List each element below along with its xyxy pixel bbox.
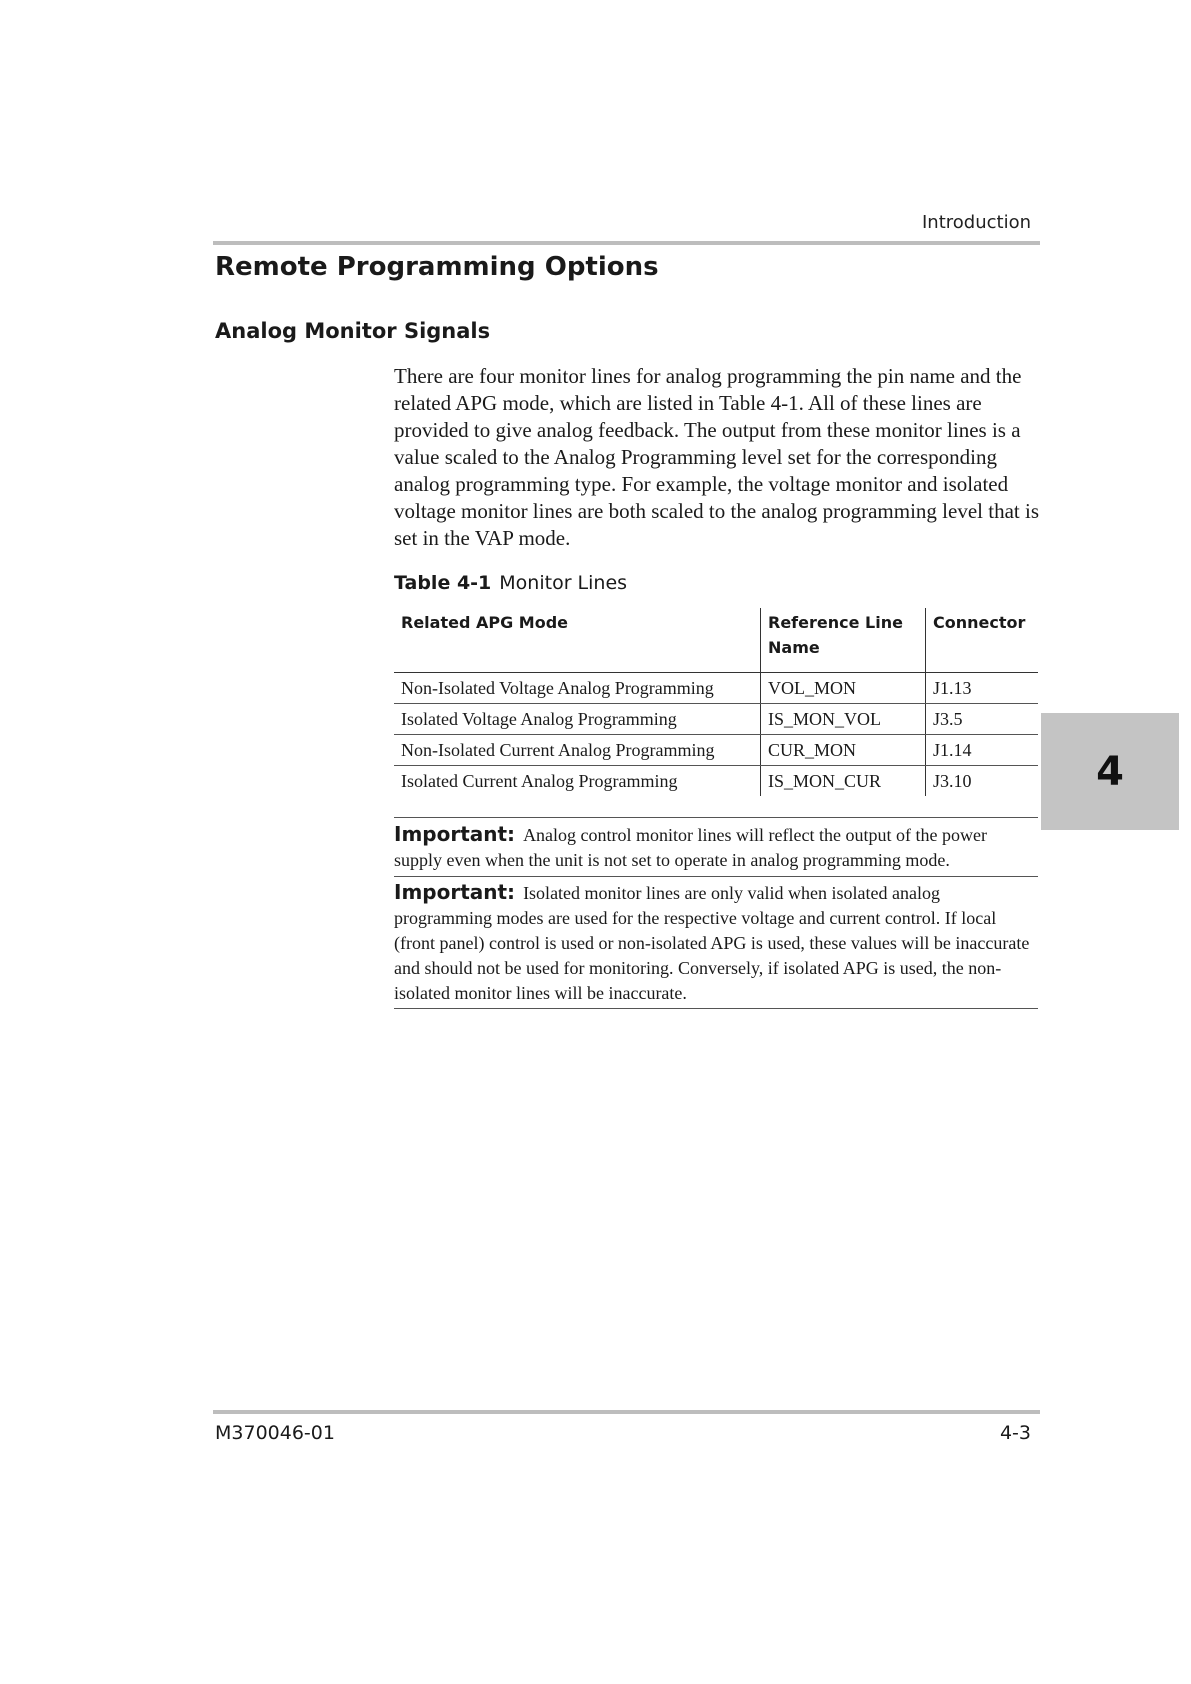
table-caption-title: Monitor Lines — [499, 572, 628, 594]
cell-connector: J1.13 — [926, 673, 1039, 704]
cell-apg-mode: Isolated Current Analog Programming — [401, 771, 678, 791]
page-number: 4-3 — [999, 1422, 1031, 1444]
cell-connector: J1.14 — [926, 735, 1039, 766]
table-row — [394, 735, 1038, 766]
cell-reference-line: CUR_MON — [761, 735, 926, 766]
cell-connector: J3.5 — [926, 704, 1039, 735]
column-header-apg-mode: Related APG Mode — [394, 608, 761, 673]
important-note-1 — [394, 817, 1038, 873]
footer-rule — [213, 1410, 1040, 1414]
body-paragraph: There are four monitor lines for analog programming the pin name and the related APG mode, which are listed in Table 4-1. All of these lines are provided to give analog feedback. The output from these monitor lines is a value scaled to the Analog Programming level set for the corresponding analog programming type. For example, the voltage monitor and isolated voltage monitor lines are both scaled to the analog programming level that is set in the VAP mode. — [394, 364, 1039, 550]
header-rule — [213, 241, 1040, 245]
running-head: Introduction — [921, 212, 1031, 233]
table-header-row — [394, 608, 1038, 673]
column-header-reference-line: Reference Line Name — [761, 608, 926, 673]
important-note-2 — [394, 876, 1038, 1009]
important-text: Isolated monitor lines are only valid when isolated analog programming modes are used for the respective voltage and current control. If local (front panel) control is used or non-isolated APG is used, these values will be inaccurate and should not be used for monitoring. Conversely, if isolated APG is used, the non-isolated monitor lines will be inaccurate. — [394, 883, 1030, 1003]
monitor-lines-table — [394, 608, 1038, 796]
cell-connector: J3.10 — [926, 766, 1039, 797]
important-text: Analog control monitor lines will reflect the output of the power supply even when the unit is not set to operate in analog programming mode. — [394, 825, 987, 870]
cell-reference-line: IS_MON_VOL — [761, 704, 926, 735]
table-row — [394, 766, 1038, 797]
table-caption-number: Table 4-1 — [394, 572, 492, 594]
important-label: Important: — [394, 822, 516, 846]
table-caption — [394, 572, 627, 594]
table-row — [394, 673, 1038, 704]
cell-apg-mode: Non-Isolated Current Analog Programming — [394, 735, 761, 766]
cell-reference-line: VOL_MON — [761, 673, 926, 704]
table-row — [394, 704, 1038, 735]
document-number: M370046-01 — [215, 1422, 335, 1444]
cell-reference-line: IS_MON_CUR — [761, 766, 926, 797]
column-header-connector: Connector — [926, 608, 1039, 673]
subsection-title: Analog Monitor Signals — [215, 319, 491, 343]
section-title: Remote Programming Options — [215, 252, 659, 282]
chapter-tab: 4 — [1041, 713, 1179, 830]
cell-apg-mode: Non-Isolated Voltage Analog Programming — [394, 673, 761, 704]
cell-apg-mode: Isolated Voltage Analog Programming — [394, 704, 761, 735]
important-label: Important: — [394, 880, 516, 904]
